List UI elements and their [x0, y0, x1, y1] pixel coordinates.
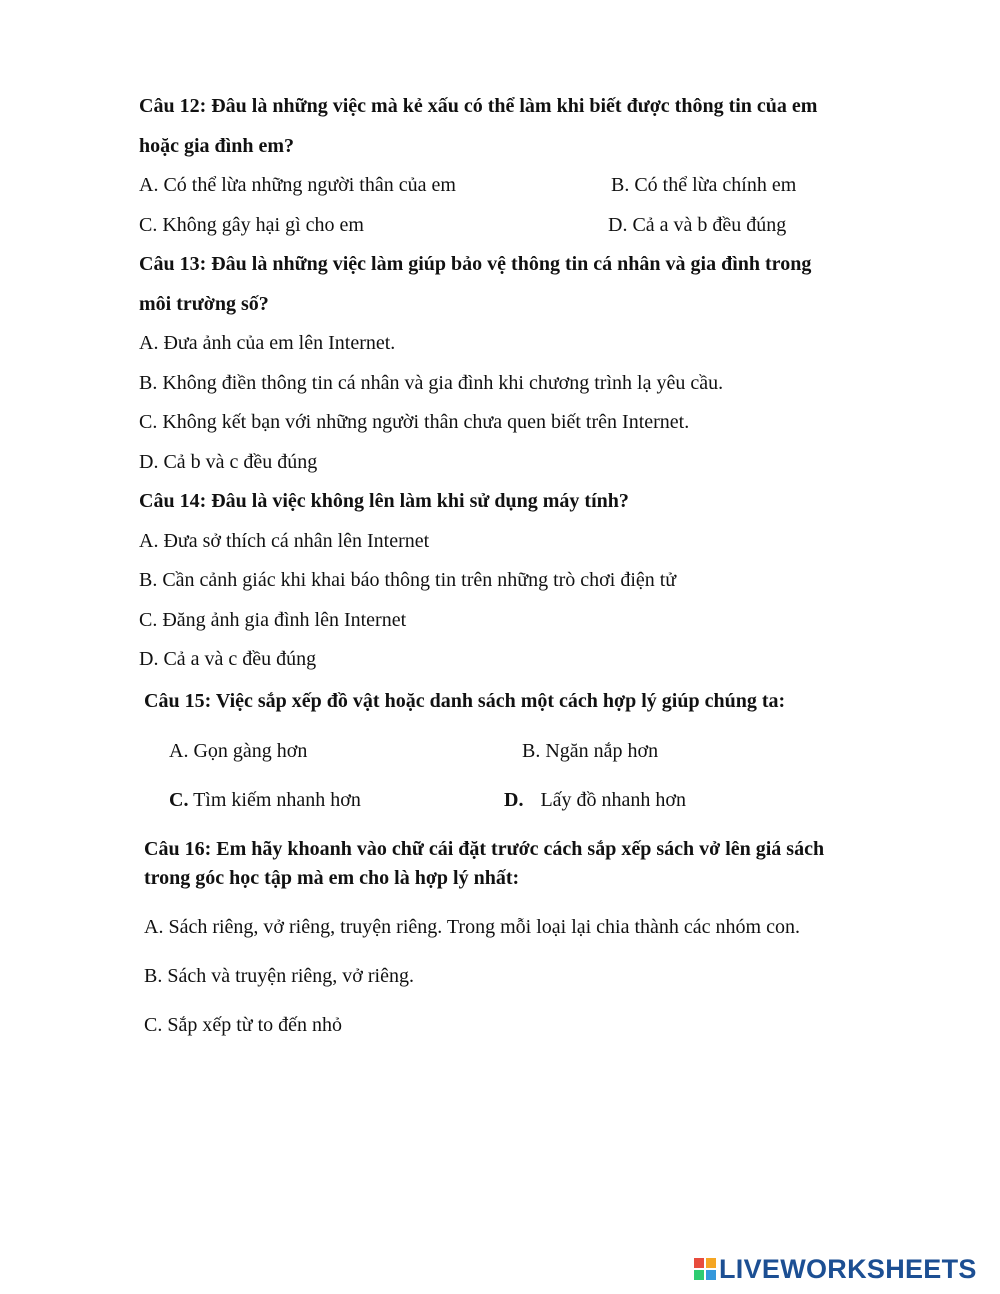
q15-option-c-text: Tìm kiếm nhanh hơn	[193, 789, 361, 811]
q16-option-b[interactable]: B. Sách và truyện riêng, vở riêng.	[144, 965, 414, 987]
q14-option-a[interactable]: A. Đưa sở thích cá nhân lên Internet	[139, 530, 430, 552]
q12-option-b[interactable]: B. Có thể lừa chính em	[611, 174, 797, 196]
q13-option-d[interactable]: D. Cả b và c đều đúng	[139, 451, 318, 473]
q15-option-c-letter: C.	[169, 789, 189, 811]
q15-option-a[interactable]: A. Gọn gàng hơn	[169, 740, 308, 762]
q16-title-line1: Câu 16: Em hãy khoanh vào chữ cái đặt trước cách sắp xếp sách vở lên giá sách	[144, 838, 825, 860]
q16-option-c[interactable]: C. Sắp xếp từ to đến nhỏ	[144, 1014, 343, 1036]
liveworksheets-logo	[693, 1254, 977, 1284]
q12-title-line1: Câu 12: Đâu là những việc mà kẻ xấu có thể làm khi biết được thông tin của em	[139, 95, 818, 117]
q15-option-d-text: Lấy đồ nhanh hơn	[540, 789, 686, 811]
q12-option-c[interactable]: C. Không gây hại gì cho em	[139, 214, 364, 236]
q12-option-a[interactable]: A. Có thể lừa những người thân của em	[139, 174, 456, 196]
q12-option-d[interactable]: D. Cả a và b đều đúng	[608, 214, 787, 236]
q15-option-b[interactable]: B. Ngăn nắp hơn	[522, 740, 659, 762]
q15-option-c[interactable]	[169, 788, 361, 812]
q16-title-line2: trong góc học tập mà em cho là hợp lý nhất:	[144, 867, 520, 889]
q14-option-c[interactable]: C. Đăng ảnh gia đình lên Internet	[139, 609, 407, 631]
q13-title-line1: Câu 13: Đâu là những việc làm giúp bảo vệ thông tin cá nhân và gia đình trong	[139, 253, 812, 275]
q12-title-line2: hoặc gia đình em?	[139, 135, 295, 157]
q14-option-d[interactable]: D. Cả a và c đều đúng	[139, 648, 317, 670]
q13-option-b[interactable]: B. Không điền thông tin cá nhân và gia đình khi chương trình lạ yêu cầu.	[139, 372, 724, 394]
q14-title: Câu 14: Đâu là việc không lên làm khi sử dụng máy tính?	[139, 490, 629, 512]
q14-option-b[interactable]: B. Cần cảnh giác khi khai báo thông tin trên những trò chơi điện tử	[139, 569, 677, 591]
brand-name: LIVEWORKSHEETS	[719, 1254, 977, 1284]
q15-option-d[interactable]	[504, 788, 686, 812]
q16-option-a[interactable]: A. Sách riêng, vở riêng, truyện riêng. Trong mỗi loại lại chia thành các nhóm con.	[144, 916, 800, 938]
q15-title: Câu 15: Việc sắp xếp đồ vật hoặc danh sách một cách hợp lý giúp chúng ta:	[144, 690, 786, 712]
q13-option-a[interactable]: A. Đưa ảnh của em lên Internet.	[139, 332, 396, 354]
q15-option-d-letter: D.	[504, 789, 524, 811]
logo-mark-icon	[693, 1257, 717, 1281]
q13-title-line2: môi trường số?	[139, 293, 269, 315]
q13-option-c[interactable]: C. Không kết bạn với những người thân chưa quen biết trên Internet.	[139, 411, 690, 433]
